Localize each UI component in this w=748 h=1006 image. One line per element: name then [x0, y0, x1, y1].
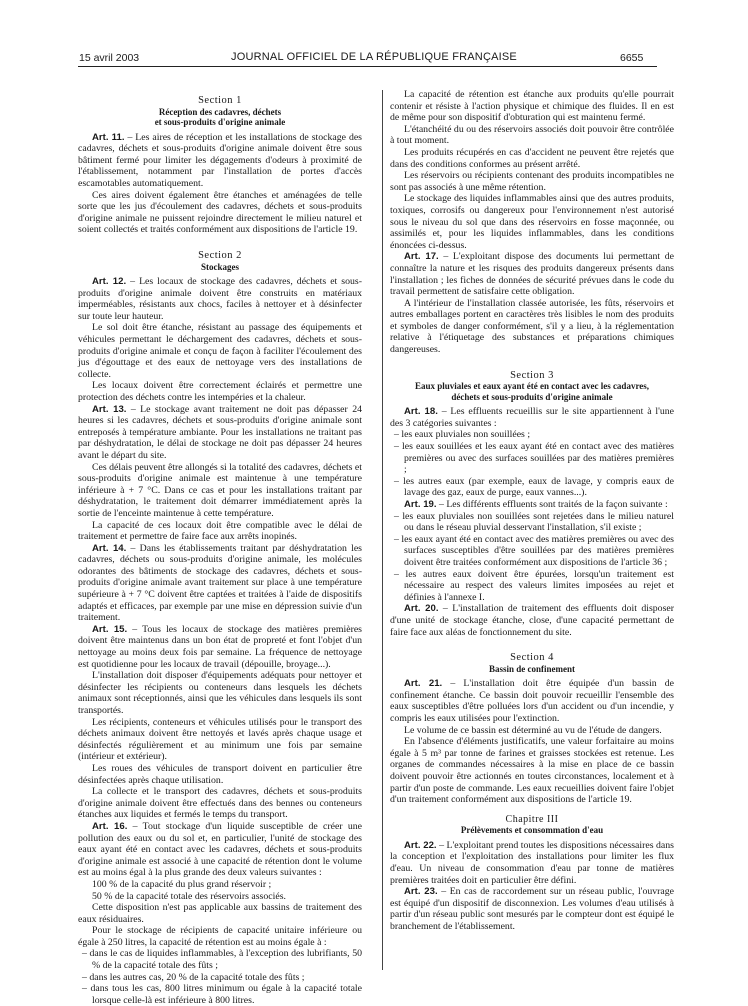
section-1-heading: Section 1 — [198, 95, 242, 106]
paragraph: A l'intérieur de l'installation classée autorisée, les fûts, réservoirs et autres emballages portent en caractères très lisibles le nom des produits et symboles de danger conformément, s'il y a lieu, à la réglementation relative à l'étiquetage des substances et préparations chimiques dangereuses. — [390, 297, 674, 356]
capacity-list — [78, 948, 362, 1006]
list-item: – les autres eaux doivent être épurées, lorsqu'un traitement est nécessaire au respect des valeurs limites imposées au rejet et définies à l'annexe I. — [394, 568, 674, 603]
column-divider — [382, 90, 383, 970]
paragraph: 100 % de la capacité du plus grand réservoir ; — [92, 878, 272, 890]
effluent-treatment-list — [390, 511, 674, 604]
article-12: Art. 12. – Les locaux de stockage des cadavres, déchets et sous-produits d'origine animale doivent être construits en matériaux imperméables, résistants aux chocs, faciles à nettoyer et à désinfecter sur toute leur hauteur. — [78, 276, 362, 322]
right-column — [390, 89, 674, 933]
left-column — [78, 89, 362, 1006]
list-item: – les eaux pluviales non souillées ; — [394, 429, 531, 441]
list-item: – dans le cas de liquides inflammables, à l'exception des lubrifiants, 50 % de la capacité totale des fûts ; — [82, 948, 362, 972]
section-3-title: Eaux pluviales et eaux ayant été en contact avec les cadavres, déchets et sous-produits d'origine animale — [414, 381, 650, 402]
page-header — [0, 0, 748, 64]
header-rule — [78, 66, 657, 67]
paragraph: Pour le stockage de récipients de capacité unitaire inférieure ou égale à 250 litres, la capacité de rétention est au moins égale à : — [78, 925, 362, 948]
article-11: Art. 11. – Les aires de réception et les installations de stockage des cadavres, déchets et sous-produits d'origine animale doivent être sous bâtiment fermé pour limiter les dégagements d'odeurs à proximité de l'établissement, notamment par l'installation de portes d'accès escamotables automatiquement. — [78, 131, 362, 189]
list-item: – dans les autres cas, 20 % de la capacité totale des fûts ; — [82, 971, 305, 983]
journal-title: JOURNAL OFFICIEL DE LA RÉPUBLIQUE FRANÇAISE — [231, 51, 517, 63]
paragraph: Les produits récupérés en cas d'accident ne peuvent être rejetés que dans des conditions conformes au présent arrêté. — [390, 146, 674, 170]
section-2-heading: Section 2 — [198, 249, 242, 261]
issue-date: 15 avril 2003 — [79, 52, 140, 64]
article-21: Art. 21. – L'installation doit être équipée d'un bassin de confinement étanche. Ce bassin doit pouvoir recueillir l'ensemble des eaux susceptibles d'être polluées lors d'un accident ou d'un incendie, y compris les eaux utilisées pour l'extinction. — [390, 678, 674, 724]
article-20: Art. 20. – L'installation de traitement des effluents doit disposer d'une unité de stockage étanche, close, d'une capacité permettant de faire face aux aléas de fonctionnement du site. — [390, 603, 674, 638]
article-23: Art. 23. – En cas de raccordement sur un réseau public, l'ouvrage est équipé d'un dispositif de disconnexion. Les volumes d'eau utilisés à partir d'un réseau public sont mesurés par le compteur dont est équipé le branchement de l'établissement. — [390, 886, 674, 932]
paragraph: L'installation doit disposer d'équipements adéquats pour nettoyer et désinfecter les récipients ou conteneurs dans lesquels les déchets animaux sont réceptionnés, ainsi que les véhicules dans lesquels ils sont transportés. — [78, 670, 362, 716]
section-4-title: Bassin de confinement — [488, 663, 575, 674]
list-item: – les eaux pluviales non souillées sont rejetées dans le milieu naturel ou dans le réseau pluvial desservant l'installation, s'il existe ; — [394, 510, 674, 534]
article-16: Art. 16. – Tout stockage d'un liquide susceptible de créer une pollution des eaux ou du sol et, en particulier, l'unité de stockage des eaux ayant été en contact avec les cadavres, déchets et sous-produits d'origine animale est associé à une capacité de rétention dont le volume est au moins égal à la plus grande des deux valeurs suivantes : — [78, 820, 362, 879]
paragraph: La collecte et le transport des cadavres, déchets et sous-produits d'origine animale doivent être effectués dans des bennes ou conteneurs étanches aux liquides et fermés le temps du transport. — [78, 786, 362, 821]
section-1-title: Réception des cadavres, déchets et sous-produits d'origine animale — [154, 106, 286, 128]
list-item: – les autres eaux (par exemple, eaux de lavage, y compris eaux de lavage des gaz, eaux de purge, eaux vannes...). — [394, 475, 674, 499]
paragraph: Ces délais peuvent être allongés si la totalité des cadavres, déchets et sous-produits d'origine animale est maintenue à une température inférieure à + 7 °C. Dans ce cas et pour les installations traitant par déshydratation, le traitement doit démarrer immédiatement après la sortie de l'enceinte maintenue à cette température. — [78, 461, 362, 519]
article-17: Art. 17. – L'exploitant dispose des documents lui permettant de connaître la nature et les risques des produits dangereux présents dans l'installation ; les fiches de données de sécurité prévues dans le code du travail permettent de satisfaire cette obligation. — [390, 251, 674, 298]
list-item: – dans tous les cas, 800 litres minimum ou égale à la capacité totale lorsque celle-là est inférieure à 800 litres. — [82, 983, 362, 1006]
paragraph: En l'absence d'éléments justificatifs, une valeur forfaitaire au moins égale à 5 m³ par tonne de farines et graisses stockées est retenue. Les organes de commandes nécessaires à la mise en place de ce bassin doivent pouvoir être actionnés en toutes circonstances, localement et à partir d'un poste de commande. Les eaux recueillies doivent faire l'objet d'un traitement conformément aux dispositions de l'article 19. — [390, 736, 674, 806]
paragraph: 50 % de la capacité totale des réservoirs associés. — [92, 890, 286, 902]
article-19: Art. 19. – Les différents effluents sont traités de la façon suivante : — [404, 499, 668, 510]
paragraph: Cette disposition n'est pas applicable aux bassins de traitement des eaux résiduaires. — [78, 902, 362, 925]
paragraph: Les réservoirs ou récipients contenant des produits incompatibles ne sont pas associés à une même rétention. — [390, 170, 674, 193]
page-number: 6655 — [620, 52, 644, 64]
paragraph: Les roues des véhicules de transport doivent en particulier être désinfectées après chaque utilisation. — [78, 762, 362, 786]
article-14: Art. 14. – Dans les établissements traitant par déshydratation les cadavres, déchets ou sous-produits d'origine animale, les molécules odorantes des bâtiments de stockage des cadavres, déchets et sous-produits d'origine animale avant traitement sur place à une température supérieure à + 7 °C doivent être captées et traitées à l'aide de dispositifs adaptés et efficaces, par exemple par une mise en dépression suivie d'un traitement. — [78, 542, 362, 624]
paragraph: L'étanchéité du ou des réservoirs associés doit pouvoir être contrôlée à tout moment. — [390, 123, 674, 147]
chapter-title: Prélèvements et consommation d'eau — [460, 825, 604, 836]
chapter-heading: Chapitre III — [505, 813, 559, 825]
article-22: Art. 22. – L'exploitant prend toutes les dispositions nécessaires dans la conception et l'exploitation des installations pour limiter les flux d'eau. Un niveau de consommation d'eau par tonne de matières premières traitées doit en particulier être défini. — [390, 839, 674, 886]
section-2-title: Stockages — [201, 261, 239, 272]
paragraph: Les locaux doivent être correctement éclairés et permettre une protection des déchets contre les intempéries et la chaleur. — [78, 380, 362, 403]
section-3-heading: Section 3 — [510, 369, 554, 381]
section-4-heading: Section 4 — [510, 652, 554, 664]
list-item: – les eaux souillées et les eaux ayant été en contact avec des matières premières ou avec des surfaces souillées par des matières premières ; — [394, 441, 674, 476]
paragraph: La capacité de rétention est étanche aux produits qu'elle pourrait contenir et résiste à l'action physique et chimique des fluides. Il en est de même pour son dispositif d'obturation qui est maintenu fermé. — [390, 89, 674, 124]
paragraph: Le sol doit être étanche, résistant au passage des équipements et véhicules permettant le déchargement des cadavres, déchets et sous-produits d'origine animale et conçu de façon à faciliter l'écoulement des jus d'égouttage et des eaux de nettoyage vers des installations de collecte. — [78, 322, 362, 380]
article-13: Art. 13. – Le stockage avant traitement ne doit pas dépasser 24 heures si les cadavres, déchets et sous-produits d'origine animale sont entreposés à température ambiante. Pour les installations ne traitant pas par déshydratation, le délai de stockage ne doit pas dépasser 24 heures avant le départ du site. — [78, 403, 362, 461]
article-15: Art. 15. – Tous les locaux de stockage des matières premières doivent être maintenus dans un bon état de propreté et font l'objet d'un nettoyage au moins deux fois par semaine. La fréquence de nettoyage est quotidienne pour les locaux de travail (dépouille, broyage...). — [78, 623, 362, 670]
paragraph: Le volume de ce bassin est déterminé au vu de l'étude de dangers. — [404, 724, 662, 736]
paragraph: Le stockage des liquides inflammables ainsi que des autres produits, toxiques, corrosifs ou dangereux pour l'environnement n'est autorisé sous le niveau du sol que dans des réservoirs en fosse maçonnée, ou assimilés et, pour les liquides inflammables, dans les conditions énoncées ci-dessus. — [390, 193, 674, 251]
article-18: Art. 18. – Les effluents recueillis sur le site appartiennent à l'une des 3 catégories suivantes : — [390, 406, 674, 429]
paragraph: Les récipients, conteneurs et véhicules utilisés pour le transport des déchets animaux doivent être nettoyés et lavés après chaque usage et désinfectés régulièrement et au minimum une fois par semaine (intérieur et extérieur). — [78, 716, 362, 763]
paragraph: Ces aires doivent également être étanches et aménagées de telle sorte que les jus d'écoulement des cadavres, déchets et sous-produits d'origine animale ne puissent rejoindre directement le milieu naturel et soient collectés et traités conformément aux dispositions de l'article 19. — [78, 189, 362, 236]
list-item: – les eaux ayant été en contact avec des matières premières ou avec des surfaces susceptibles d'être souillées par des matières premières doivent être traitées conformément aux dispositions de l'article 36 ; — [394, 533, 674, 568]
paragraph: La capacité de ces locaux doit être compatible avec le délai de traitement et permettre de faire face aux arrêts inopinés. — [78, 519, 362, 543]
effluent-categories-list — [390, 429, 674, 499]
